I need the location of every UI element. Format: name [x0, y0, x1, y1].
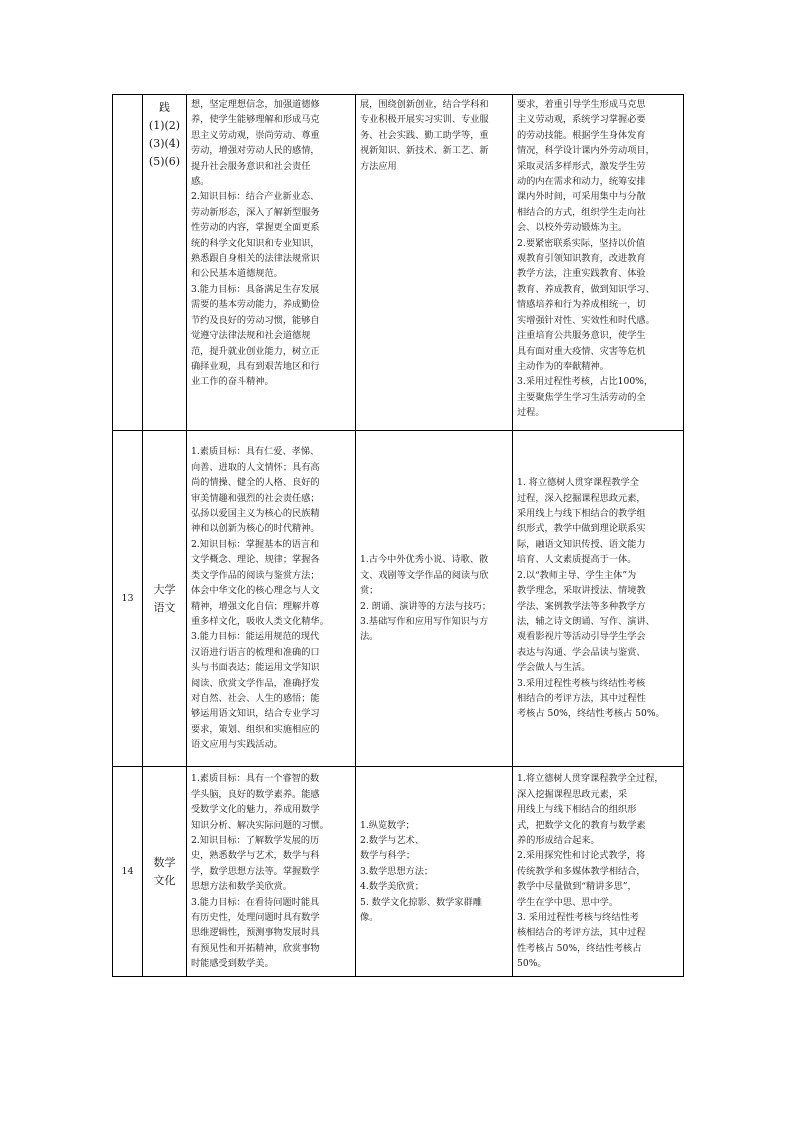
cell-text-line: 向善、进取的人文情怀；具有高 [191, 461, 320, 473]
cell-text-line: 核相结合的考评方法，其中过程 [517, 927, 646, 939]
cell-text-line: 1.将立德树人贯穿课程教学全过程， [517, 773, 664, 785]
contents-cell [356, 767, 513, 977]
cell-text-line: 2.数学与艺术、 [360, 834, 424, 846]
cell-text-line: 大学 [153, 582, 176, 596]
cell-text-line: 过程。 [517, 407, 545, 419]
cell-text-line: 审美情趣和强烈的社会责任感； [191, 492, 320, 504]
course-name-cell [143, 767, 187, 977]
cell-text-line: 神和以创新为核心的时代精神。 [191, 523, 320, 535]
cell-text-line: 4.数学美欣赏； [360, 881, 424, 893]
cell-text-line: 实增强针对性、实效性和时代感。 [517, 314, 655, 326]
cell-text-line: (1)(2) [148, 119, 181, 132]
cell-text-line: 3.能力目标：具备满足生存发展 [191, 283, 320, 295]
cell-text-line: 史，熟悉数学与艺术，数学与科 [191, 850, 320, 862]
cell-text-line: 熟悉跟自身相关的法律法规常识 [191, 253, 320, 265]
cell-text-line: 赏； [360, 585, 379, 597]
cell-text-line: 有历史性，处理问题时具有数学 [191, 912, 320, 924]
cell-text-line: 3. 采用过程性考核与终结性考 [517, 912, 639, 924]
cell-text-line: 织形式，教学中做到理论联系实 [517, 523, 646, 535]
cell-text-line: 相结合的考评方法，其中过程性 [517, 692, 646, 704]
cell-text-line: 劳动，增强对劳动人民的感情， [191, 145, 320, 157]
cell-text-line: 1.古今中外优秀小说、诗歌、散 [360, 554, 489, 566]
cell-text-line: 展，围绕创新创业，结合学科和 [360, 99, 489, 110]
cell-text-line: 思想方法和数学美欣赏。 [191, 881, 293, 893]
cell-text-line: 教学方法，注重实践教育、体验 [517, 268, 646, 280]
cell-text-line: 用线上与线下相结合的组织形 [517, 804, 637, 816]
row-number-cell [113, 95, 143, 431]
cell-text-line: 考核占 50%，终结性考核占 50%。 [517, 708, 665, 720]
cell-text-line: 深入挖掘课程思政元素，采 [517, 788, 628, 800]
cell-text-line: 2.知识目标：结合产业新业态、 [191, 191, 320, 203]
cell-text-line: 汉语进行语言的梳理和准确的口 [191, 646, 320, 658]
cell-text-line: 课内外时间，可采用集中与分散 [517, 191, 646, 203]
cell-text-line: 式，把数学文化的教育与数学素 [517, 819, 646, 831]
cell-text-line: 学法、案例教学法等多种教学方 [517, 600, 646, 612]
cell-text-line: 学生在学中思、思中学。 [517, 896, 619, 908]
cell-text-line: 过程，深入挖掘课程思政元素， [517, 492, 646, 504]
cell-text-line: 思维逻辑性，预测事物发展时具 [191, 927, 320, 939]
cell-text-line: 1.纵览数学； [360, 819, 415, 831]
cell-text-line: 数学 [153, 855, 176, 869]
objectives-cell [187, 431, 356, 767]
cell-text-line: 方法应用 [360, 160, 397, 172]
cell-text-line: 业工作的奋斗精神。 [191, 376, 274, 388]
requirements-cell [513, 95, 684, 431]
row-number-cell: 13 [113, 431, 143, 767]
cell-text-line: 文、戏剧等文学作品的阅读与欣 [360, 569, 489, 581]
cell-text-line: 要求，着重引导学生形成马克思 [517, 99, 646, 110]
cell-text-line: 3.采用过程性考核与终结性考核 [517, 677, 646, 689]
cell-text-line: 提升社会服务意识和社会责任 [191, 160, 311, 172]
cell-text-line: 够运用语文知识，结合专业学习 [191, 708, 320, 720]
row-number-cell: 14 [113, 767, 143, 977]
cell-text-line: 性考核占 50%，终结性考核占 [517, 942, 642, 954]
cell-text-line: 2. 朗诵、演讲等的方法与技巧； [360, 600, 492, 612]
requirements-cell [513, 767, 684, 977]
curriculum-table [112, 94, 684, 977]
cell-text-line: 知识分析、解决实际问题的习惯。 [191, 819, 329, 831]
requirements-cell [513, 431, 684, 767]
course-name-cell [143, 95, 187, 431]
cell-text-line: 视新知识、新技术、新工艺、新 [360, 145, 489, 157]
cell-text-line: 类文学作品的阅读与鉴赏方法； [191, 569, 320, 581]
cell-text-line: 2.以“教师主导、学生主体”为 [517, 569, 637, 581]
cell-text-line: 对自然、社会、人生的感悟；能 [191, 692, 320, 704]
cell-text-line: 需要的基本劳动能力，养成勤俭 [191, 299, 320, 311]
cell-text-line: 5. 数学文化掠影、数学家群雕 [360, 896, 482, 908]
table-row [113, 431, 684, 767]
cell-text-line: 学会做人与生活。 [517, 662, 591, 674]
cell-text-line: 确择业观，具有到艰苦地区和行 [191, 360, 320, 372]
cell-text-line: 2.采用探究性和讨论式教学，将 [517, 850, 646, 862]
cell-text-line: 专业积极开展实习实训、专业服 [360, 114, 489, 126]
cell-text-line: 语文应用与实践活动。 [191, 739, 283, 751]
cell-text-line: 节约及良好的劳动习惯，能够自 [191, 314, 320, 326]
cell-text-line: 践 [159, 101, 170, 114]
cell-text-line: 情感培养和行为养成相统一，切 [517, 299, 646, 311]
cell-text-line: 时能感受到数学美。 [191, 958, 274, 970]
cell-text-line: 要求，策划、组织和实施相应的 [191, 723, 320, 735]
cell-text-line: 有预见性和开拓精神，欣赏事物 [191, 942, 320, 954]
cell-text-line: 2.要紧密联系实际，坚持以价值 [517, 237, 646, 249]
cell-text-line: 1.素质目标：具有仁爱、孝悌、 [191, 446, 320, 458]
cell-text-line: 相结合的方式，组织学生走向社 [517, 206, 646, 218]
cell-text-line: 觉遵守法律法规和社会道德规 [191, 330, 311, 342]
cell-text-line: 50%。 [517, 958, 547, 970]
cell-text-line: 传统教学和多媒体教学相结合， [517, 865, 646, 877]
cell-text-line: 主义劳动观，系统学习掌握必要 [517, 114, 646, 126]
cell-text-line: 情况，科学设计课内外劳动项目， [517, 145, 655, 157]
cell-text-line: 采用线上与线下相结合的教学组 [517, 508, 646, 520]
cell-text-line: 想，坚定理想信念，加强道德修 [191, 99, 320, 110]
cell-text-line: 性劳动的内容，掌握更全面更系 [191, 222, 320, 234]
cell-text-line: 主动作为的奉献精神。 [517, 360, 609, 372]
cell-text-line: 感。 [191, 176, 210, 188]
cell-text-line: 学头脑，良好的数学素养。能感 [191, 788, 320, 800]
cell-text-line: 3.采用过程性考核，占比100%， [517, 376, 654, 388]
cell-text-line: 观看影视片等活动引导学生学会 [517, 631, 646, 643]
table-body [113, 95, 684, 977]
cell-text-line: 观教育引领知识教育，改进教育 [517, 253, 646, 265]
cell-text-line: 1.素质目标：具有一个睿智的数 [191, 773, 320, 785]
cell-text-line: 文化 [153, 873, 176, 887]
cell-text-line: 文学概念、理论、规律；掌握各 [191, 554, 320, 566]
objectives-cell [187, 767, 356, 977]
cell-text-line: 范，提升就业创业能力，树立正 [191, 345, 320, 357]
cell-text-line: 统的科学文化知识和专业知识， [191, 237, 320, 249]
cell-text-line: 受数学文化的魅力，养成用数学 [191, 804, 320, 816]
course-name-cell [143, 431, 187, 767]
cell-text-line: 和公民基本道德规范。 [191, 268, 283, 280]
cell-text-line: (3)(4) [148, 137, 181, 150]
cell-text-line: 际，融语文知识传授、语文能力 [517, 538, 646, 550]
cell-text-line: 教学理念，采取讲授法、情境教 [517, 585, 646, 597]
cell-text-line: 精神，增强文化自信；理解并尊 [191, 600, 320, 612]
cell-text-line: 培育、人文素质提高于一体。 [517, 554, 637, 566]
contents-cell [356, 95, 513, 431]
cell-text-line: 学，数学思想方法等。掌握数学 [191, 865, 320, 877]
cell-text-line: 头与书面表达；能运用文学知识 [191, 662, 320, 674]
cell-text-line: (5)(6) [148, 155, 181, 168]
cell-text-line: 3.能力目标：在看待问题时能具 [191, 896, 320, 908]
cell-text-line: 具有面对重大疫情、灾害等危机 [517, 345, 646, 357]
cell-text-line: 的劳动技能。根据学生身体发育 [517, 129, 646, 141]
cell-text-line: 法。 [360, 631, 379, 643]
cell-text-line: 阅读、欣赏文学作品，准确抒发 [191, 677, 320, 689]
cell-text-line: 语文 [153, 600, 176, 614]
table-row [113, 95, 684, 431]
cell-text-line: 采取灵活多样形式，激发学生劳 [517, 160, 646, 172]
cell-text-line: 养，使学生能够理解和形成马克 [191, 114, 320, 126]
cell-text-line: 注重培育公共服务意识，使学生 [517, 330, 646, 342]
table-row [113, 767, 684, 977]
cell-text-line: 尚的情操、健全的人格、良好的 [191, 477, 320, 489]
cell-text-line: 劳动新形态，深入了解新型服务 [191, 206, 320, 218]
cell-text-line: 弘扬以爱国主义为核心的民族精 [191, 508, 320, 520]
cell-text-line: 表达与沟通、学会品读与鉴赏、 [517, 646, 646, 658]
cell-text-line: 2.知识目标：了解数学发展的历 [191, 834, 320, 846]
cell-text-line: 3.数学思想方法； [360, 865, 434, 877]
cell-text-line: 思主义劳动观，崇尚劳动、尊重 [191, 129, 320, 141]
cell-text-line: 会、以校外劳动锻炼为主。 [517, 222, 628, 234]
cell-text-line: 像。 [360, 912, 379, 924]
cell-text-line: 养的形成结合起来。 [517, 834, 600, 846]
cell-text-line: 重多样文化，吸收人类文化精华。 [191, 615, 329, 627]
cell-text-line: 主要聚焦学生学习生活劳动的全 [517, 391, 646, 403]
cell-text-line: 体会中华文化的核心理念与人文 [191, 585, 320, 597]
cell-text-line: 务、社会实践、勤工助学等，重 [360, 129, 489, 141]
cell-text-line: 法，辅之诗文朗诵、写作、演讲、 [517, 615, 655, 627]
cell-text-line: 3.基础写作和应用写作知识与方 [360, 615, 489, 627]
contents-cell [356, 431, 513, 767]
cell-text-line: 数学与科学； [360, 850, 416, 862]
cell-text-line: 3.能力目标：能运用规范的现代 [191, 631, 320, 643]
cell-text-line: 2.知识目标：掌握基本的语言和 [191, 538, 320, 550]
cell-text-line: 1. 将立德树人贯穿课程教学全 [517, 477, 639, 489]
cell-text-line: 动的内在需求和动力，统筹安排 [517, 176, 646, 188]
cell-text-line: 教育、养成教育，做到知识学习、 [517, 283, 655, 295]
cell-text-line: 教学中尽量做到“精讲多思”， [517, 881, 637, 893]
objectives-cell [187, 95, 356, 431]
